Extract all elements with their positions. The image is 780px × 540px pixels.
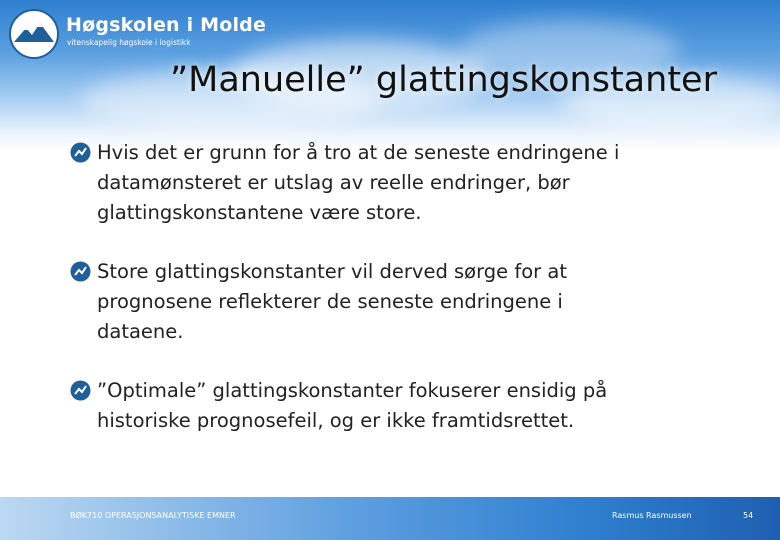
bullet-text: ”Optimale” glattingskonstanter fokuserer ensidig på historiske prognosefeil, og er ikke framtidsrettet. — [97, 379, 608, 432]
trend-bullet-icon — [70, 142, 91, 163]
slide-title: ”Manuelle” glattingskonstanter — [170, 60, 717, 100]
page-number: 54 — [743, 511, 754, 520]
brand-tagline: vitenskapelig høgskole i logistikk — [67, 38, 191, 47]
footer-author: Rasmus Rasmussen — [612, 511, 692, 520]
bullet-text: Hvis det er grunn for å tro at de seneste endringene i datamønsteret er utslag av reelle endringer, bør glattingskonstantene være store. — [97, 141, 620, 224]
trend-bullet-icon — [70, 261, 91, 282]
bullet-list — [70, 138, 760, 465]
footer-course: BØK710 OPERASJONSANALYTISKE EMNER — [70, 511, 236, 520]
brand-name: Høgskolen i Molde — [66, 14, 267, 36]
bullet-item — [70, 376, 760, 436]
bullet-item — [70, 138, 760, 228]
bullet-text: Store glattingskonstanter vil derved sørge for at prognosene reflekterer de seneste endringene i dataene. — [97, 260, 567, 343]
trend-bullet-icon — [70, 380, 91, 401]
mountain-logo-icon — [8, 8, 60, 60]
bullet-item — [70, 257, 760, 347]
